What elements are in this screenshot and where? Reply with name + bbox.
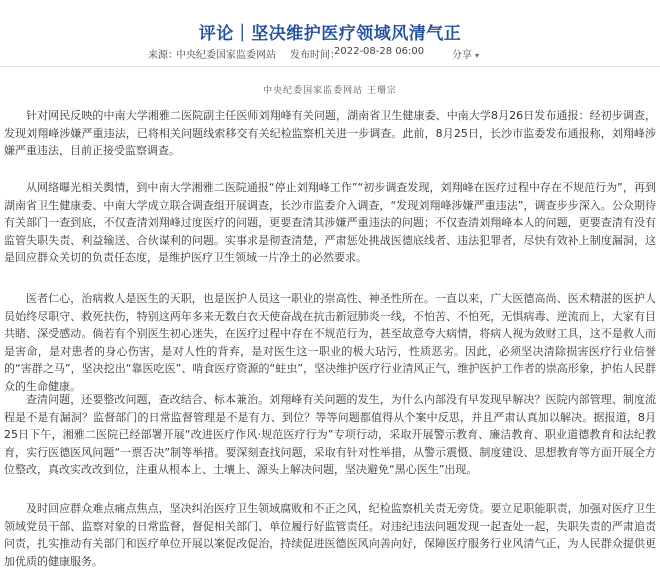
share-button[interactable] — [452, 46, 479, 61]
chevron-down-icon: ▾ — [475, 51, 480, 60]
share-label: 分享 — [452, 50, 472, 61]
article-paragraph: 针对网民反映的中南大学湘雅二医院副主任医师刘翔峰有关问题，湖南省卫生健康委、中南大学8月26日发布通报：经初步调查，发现刘翔峰涉嫌严重违法，已将相关问题线索移交有关纪检监察机关进一步调查。此前，8月25日，长沙市监委发布通报称，刘翔峰涉嫌严重违法，目前正接受监察调查。 — [4, 109, 656, 157]
article-paragraph: 从网络曝光相关舆情，到中南大学湘雅二医院通报“停止刘翔峰工作”“初步调查发现，刘翔峰在医疗过程中存在不规范行为”，再到湖南省卫生健康委、中南大学成立联合调查组开展调查，长沙市监委介入调查，“发现刘翔峰涉嫌严重违法”，调查步步深入。公众期待有关部门一查到底，不仅查清刘翔峰过度医疗的问题，更要查清其涉嫌严重违法的问题；不仅查清刘翔峰本人的问题，更要查清有没有监管失职失责、利益输送、合伙谋利的问题。实事求是彻查清楚，严肃惩处挑战医德底线者、违法犯罪者，尽快有效补上制度漏洞，这是回应群众关切的负责任态度，是维护医疗卫生领域一片净土的必然要求。 — [4, 181, 656, 264]
article-byline: 中央纪委国家监委网站 王珊宗 — [263, 86, 397, 96]
publish-time-label: 发布时间： — [290, 50, 340, 61]
meta-divider — [0, 66, 660, 67]
article-paragraph: 及时回应群众难点痛点焦点，坚决纠治医疗卫生领域腐败和不正之风，纪检监察机关责无旁贷。要立足职能职责，加强对医疗卫生领域党员干部、监察对象的日常监督，督促相关部门、单位履行好监管责任。对违纪违法问题发现一起查处一起，失职失责的严肃追责问责，扎实推动有关部门和医疗单位开展以案促改促治，持续促进医德医风向善向好，保障医疗服务行业风清气正，为人民群众提供更加优质的健康服务。 — [4, 502, 656, 568]
article-paragraph: 查清问题，还要整改问题，查改结合、标本兼治。刘翔峰有关问题的发生，为什么内部没有早发现早解决？医院内部管理、制度流程是不是有漏洞？监督部门的日常监督管理是不是有力、到位？等等问题都值得从个案中反思，并且严肃认真加以解决。据报道，8月25日下午，湘雅二医院已经部署开展“改进医疗作风·规范医疗行为”专项行动，采取开展警示教育、廉洁教育、职业道德教育和法纪教育，实行医德医风问题“一票否决”制等举措。要深刻查找问题，采取有针对性举措，从警示震慑、制度建设、思想教育等方面开展全方位整改，真改实改改到位，注重从根本上、土壤上、源头上解决问题，坚决避免“黑心医生”出现。 — [4, 393, 656, 476]
source-value: 中央纪委国家监委网站 — [176, 50, 276, 61]
publish-time-value: 2022-08-28 06:00 — [334, 46, 425, 57]
source-label: 来源： — [148, 50, 178, 61]
article-paragraph: 医者仁心，治病救人是医生的天职，也是医护人员这一职业的崇高性、神圣性所在。一直以来，广大医德高尚、医术精湛的医护人员始终尽职守、救死扶伤，特别这两年多来无数白衣天使奋战在抗击新冠肺炎一线，不怕苦、不怕死，无惧病毒、逆流而上，大家有目共睹、深受感动。倘若有个别医生初心迷失，在医疗过程中存在不规范行为，甚至故意夸大病情，将病人视为敛财工具，这不是救人而是害命，是对患者的身心伤害，是对人性的背弃，是对医生这一职业的极大玷污，性质恶劣。因此，必须坚决清除损害医疗行业信誉的“害群之马”，坚决挖出“靠医吃医”、啃食医疗资源的“蛀虫”，坚决维护医疗行业清风正气，维护医护工作者的崇高形象，护佑人民群众的生命健康。 — [4, 292, 656, 393]
article-title: 评论｜坚决维护医疗领域风清气正 — [198, 24, 462, 45]
